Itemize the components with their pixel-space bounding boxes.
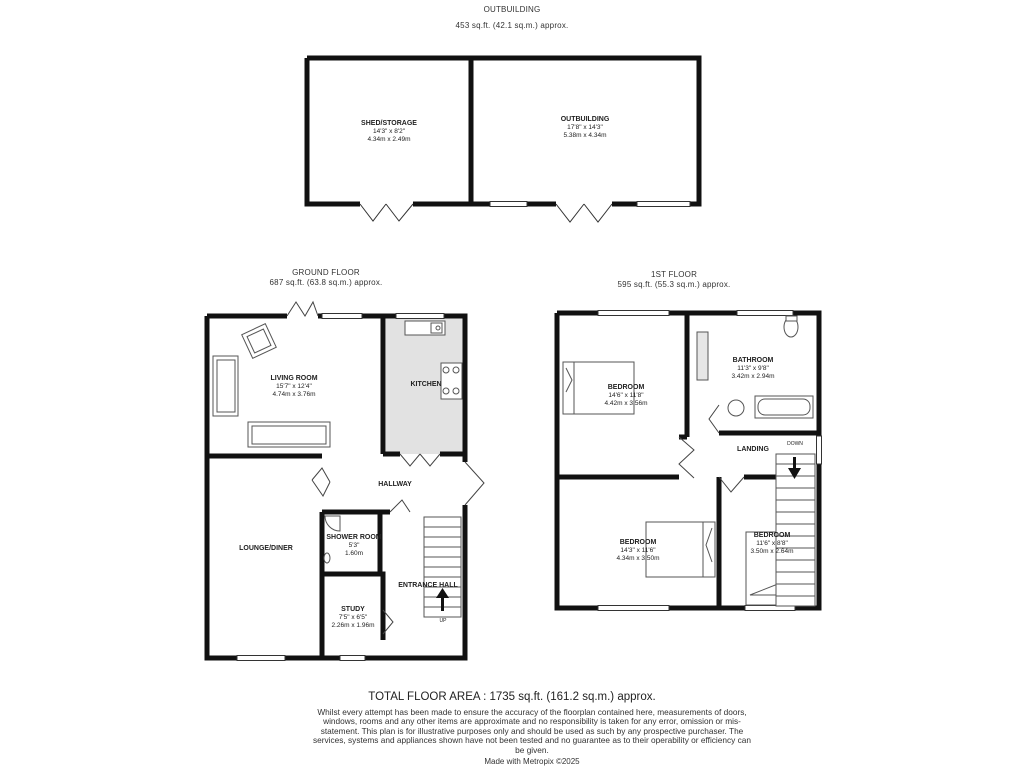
room-label-bathroom: BATHROOM 11'3" x 9'8" 3.42m x 2.94m xyxy=(731,357,775,380)
room-label-landing: LANDING xyxy=(737,446,769,453)
outbuilding-doors xyxy=(360,204,612,222)
room-label-hallway: HALLWAY xyxy=(378,481,412,488)
room-label-shed-storage: SHED/STORAGE 14'3" x 8'2" 4.34m x 2.49m xyxy=(361,120,417,143)
room-label-study: STUDY 7'5" x 6'5" 2.26m x 1.96m xyxy=(331,606,375,629)
first-floor-area: 595 sq.ft. (55.3 sq.m.) approx. xyxy=(617,280,731,289)
ground-floor-title: GROUND FLOOR xyxy=(292,268,360,277)
ground-floor-area: 687 sq.ft. (63.8 sq.m.) approx. xyxy=(269,278,383,287)
stairs-up-label: UP xyxy=(439,618,447,624)
room-label-bedroom-1: BEDROOM 14'6" x 11'8" 4.42m x 3.56m xyxy=(604,384,648,407)
total-floor-area: TOTAL FLOOR AREA : 1735 sq.ft. (161.2 sq.m.) approx. xyxy=(368,691,656,703)
room-label-outbuilding: OUTBUILDING 17'8" x 14'3" 5.38m x 4.34m xyxy=(560,116,610,139)
room-label-bedroom-3: BEDROOM 11'6" x 8'8" 3.50m x 2.64m xyxy=(750,532,794,555)
first-floor-title: 1ST FLOOR xyxy=(650,270,698,279)
credit-text: Made with Metropix ©2025 xyxy=(484,757,580,766)
stairs-down-label: DOWN xyxy=(787,441,803,447)
room-label-shower-room: SHOWER ROOM 5'3" 1.60m xyxy=(326,534,382,557)
room-label-bedroom-2: BEDROOM 14'3" x 11'6" 4.34m x 3.50m xyxy=(616,539,660,562)
outbuilding-windows xyxy=(490,202,690,207)
room-label-living-room: LIVING ROOM 15'7" x 12'4" 4.74m x 3.76m xyxy=(270,375,318,398)
room-label-kitchen: KITCHEN xyxy=(410,381,442,388)
outbuilding-title: OUTBUILDING xyxy=(483,5,541,14)
disclaimer-text: Whilst every attempt has been made to ensure the accuracy of the floorplan contained here, measurements of doors, windows, rooms and any other items are approximate and no responsibility is taken for any error, omission or mis-statement. This plan is for illustrative purposes only and should be used as such by any prospective purchaser. The services, systems and appliances shown have not been tested and no guarantee as to their operability or efficiency can be given. xyxy=(312,707,751,755)
outbuilding-area: 453 sq.ft. (42.1 sq.m.) approx. xyxy=(455,21,569,30)
room-label-lounge-diner: LOUNGE/DINER xyxy=(239,545,293,552)
room-label-entrance-hall: ENTRANCE HALL xyxy=(398,582,458,589)
